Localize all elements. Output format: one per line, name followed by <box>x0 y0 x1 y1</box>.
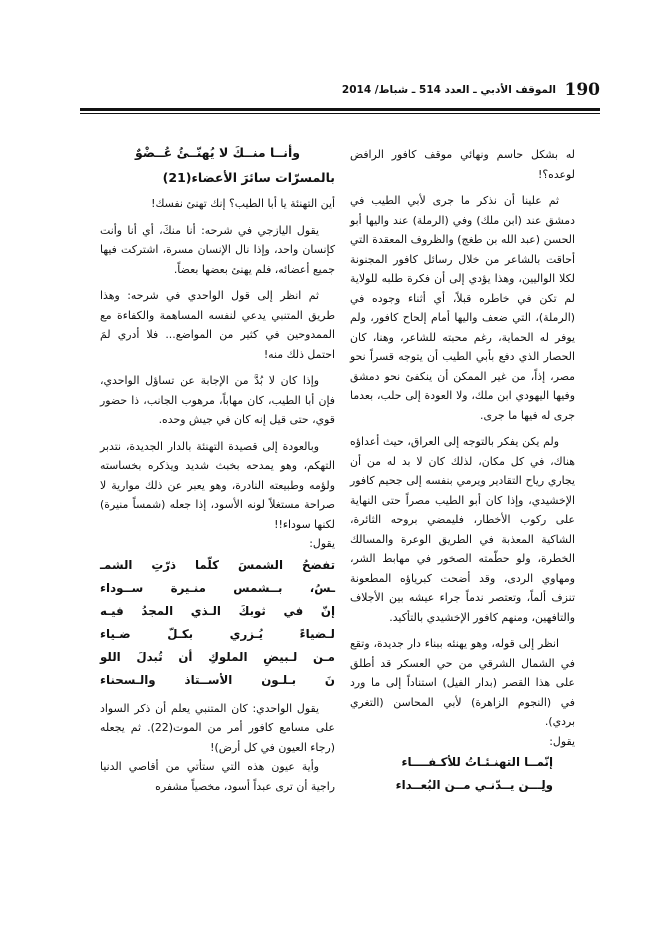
verse-line: تفضحُ الشمسَ كلّما ذرّتِ الشمـ <box>100 557 335 572</box>
verse-line: إنّ في ثوبكَ الـذي المجدُ فيـه <box>100 603 335 618</box>
running-title: الموقف الأدبي ـ العدد 514 ـ شباط/ 2014 <box>341 84 556 96</box>
paragraph: له بشكل حاسم ونهائي موقف كافور الرافض لوعده؟! <box>350 148 575 181</box>
page-number: 190 <box>564 80 600 100</box>
paragraph: وأية عيون هذه التي ستأتي من أقاصي الدنيا راجية أن ترى عبداً أسود، مخصياً مشفره <box>100 760 335 793</box>
paragraph: وإذا كان لا بُدَّ من الإجابة عن تساؤل الواحدي، فإن أبا الطيب، كان مهاباً، مرهوب الجانب، ذا حضور قوي، حتى قيل إنه كان في جيش وحده. <box>100 374 335 426</box>
paragraph: وبالعودة إلى قصيدة التهنئة بالدار الجديدة، نتدبر التهكم، وهو يمدحه بخبث شديد ويذكره بخساسته ولؤمه وطبيعته النادرة، وهو يعبر عن ذلك موارية لا صراحة مستغلاً لونه الأسود، إذا جعله (شمساً منيرة) لكنها سوداء!! <box>100 439 335 531</box>
left-column <box>100 140 335 796</box>
verse-line: ـسُ، بــشمس منـيرة ســوداء <box>100 580 335 595</box>
paragraph: ثم علينا أن نذكر ما جرى لأبي الطيب في دمشق عند (ابن ملك) وفي (الرملة) عند واليها أبو الحسن (عبد الله بن طغج) والظروف المعقدة التي أحاقت بالشاعر من خلال رسائل كافور المجنونة لكلا الواليين، وهذا يؤدي إلى أن فكرة طلبه للولاية لم تكن في خاطره قبلاً، أي أثناء وجوده في (الرملة)، التي ضعف واليها أمام إلحاح كافور، ولم يوفر له الحماية، رغم محبته للشاعر، وهنا، كان الحصار الذي دفع بأبي الطيب أن يتوجه قسراً نحو مصر، إذاً، من غير الممكن أن ينكفئ نحو دمشق وفيها اليهودي ابن ملك، ولا العودة إلى حلب، بعدما جرى له فيها ما جرى. <box>350 194 575 422</box>
paragraph: ولم يكن يفكر بالتوجه إلى العراق، حيث أعداؤه هناك، في كل مكان، لذلك كان لا بد له من أن يجاري رياح التقادير ويرمي بنفسه إلى جحيم كافور الإخشيدي، وإذا كان أبو الطيب مصراً حتى النهاية على ركوب الأخطار، فليمضي بروحه الثائرة، الشاكية المعذبة في الطريق الوعرة والمسالك الخطرة، ولو حطّمته الصخور في مهابط الشر، ومهاوي الردى، وقد أضحت كبرياؤه المطعونة تنزف ألماً، وتعتصر ندماً جراء عيشه بين الأجلاف والتافهين، ومنهم كافور الإخشيدي بالتأكيد. <box>350 435 575 624</box>
right-column <box>350 145 575 797</box>
paragraph: أين التهنئة يا أبا الطيب؟ إنك تهنئ نفسك! <box>151 197 335 210</box>
paragraph: انظر إلى قوله، وهو يهنئه ببناء دار جديدة، وتقع في الشمال الشرقي من حي العسكر قد أطلق على هذا القصر (بدار الفيل) استناداً إلى ما ورد في (النجوم الزاهرة) لأبي المحاسن (التغري بردي). <box>350 637 575 728</box>
verse-heading: بالمسرّات سائرَ الأعضاء(21) <box>162 170 335 185</box>
verse-line: نَ بـلـون الأســتاذ والـسحناء <box>100 672 335 687</box>
paragraph: ثم انظر إلى قول الواحدي في شرحه: وهذا طريق المتنبي يدعي لنفسه المساهمة والكفاءة مع الممدوحين في كثير من المواضع... فلا أدري لمَ احتمل ذلك منه! <box>100 289 335 361</box>
page-header <box>341 80 600 106</box>
header-rule-thin <box>80 113 600 114</box>
paragraph: يقول الواحدي: كان المتنبي يعلم أن ذكر السواد على مسامع كافور أمر من الموت(22). ثم يجعله (رجاء العيون في كل أرض)! <box>100 701 335 754</box>
verse-line: إنّمــا التهنـئـاتُ للأكـفــــاء <box>401 755 553 769</box>
verse-heading: وأنــا منــكَ لا يُهنّــئُ عُــضْوٌ <box>134 145 300 160</box>
says-label: يقول: <box>549 734 575 748</box>
header-rule-thick <box>80 108 600 111</box>
verse-line: ولِـــن يــدّنـي مــن البُعــداء <box>395 778 553 792</box>
says-label: يقول: <box>309 537 335 550</box>
paragraph: يقول اليازجي في شرحه: أنا منكَ، أي أنا وأنت كإنسان واحد، وإذا نال الإنسان مسرة، اشتركت فيها جميع أعضائه، فلم يهنئ بعضها بعضاً. <box>100 223 335 276</box>
verse-line: لـضياءً يُـزري بكـلّ ضـياء <box>100 626 335 641</box>
verse-line: مـن لـبيضِ الملوكِ أن تُبدلَ اللو <box>100 649 335 664</box>
